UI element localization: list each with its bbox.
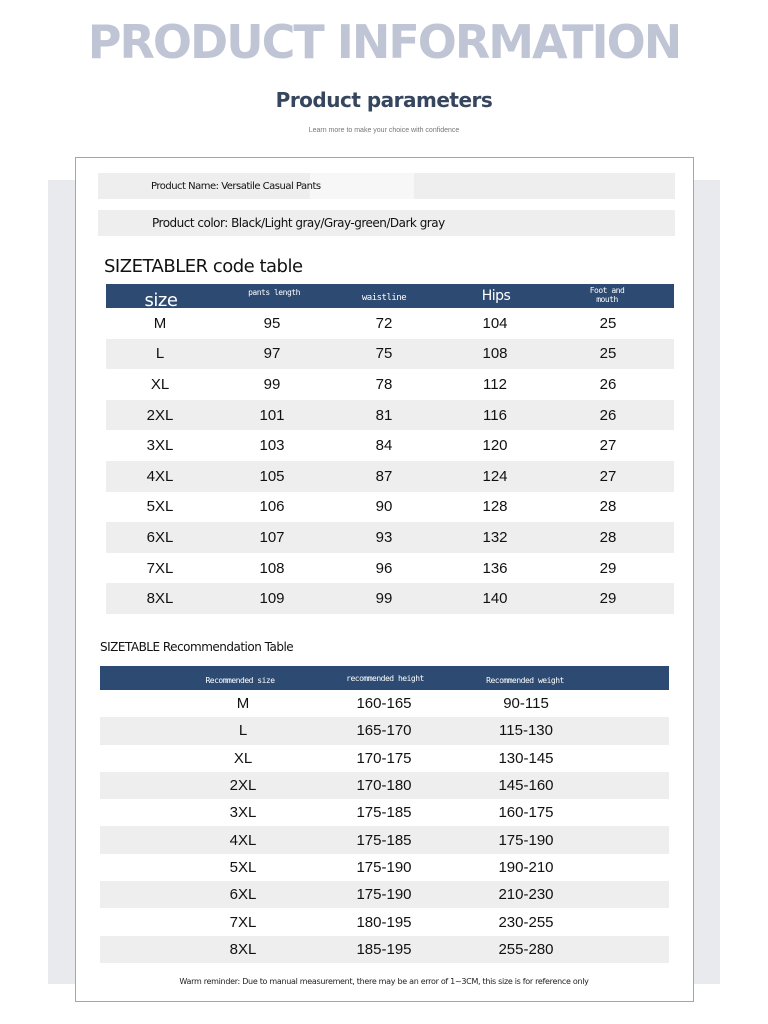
size-table-cell: 105 bbox=[259, 467, 285, 485]
size-table-row bbox=[106, 461, 674, 492]
size-table-cell: 27 bbox=[599, 467, 617, 485]
size-table-header bbox=[106, 284, 674, 311]
size-table-cell: 96 bbox=[375, 559, 393, 577]
size-table-cell: 99 bbox=[375, 590, 393, 608]
recommend-table-row bbox=[100, 690, 669, 717]
size-table-row bbox=[106, 400, 674, 431]
size-table-cell: 124 bbox=[482, 467, 508, 485]
size-table-cell: 28 bbox=[599, 528, 617, 546]
recommend-table bbox=[100, 666, 669, 963]
recommend-table-cell: 145-160 bbox=[498, 777, 554, 795]
recommend-table-title: SIZETABLE Recommendation Table bbox=[100, 640, 294, 654]
recommend-table-cell: 90-115 bbox=[503, 695, 549, 713]
size-table-row bbox=[106, 308, 674, 339]
size-table-cell: 7XL bbox=[146, 559, 174, 577]
size-table-cell: 120 bbox=[482, 437, 508, 455]
recommend-table-cell: 180-195 bbox=[356, 913, 412, 931]
size-table-cell: XL bbox=[150, 375, 170, 393]
size-table-row bbox=[106, 522, 674, 553]
page-title: PRODUCT INFORMATION bbox=[87, 15, 681, 69]
recommend-table-row bbox=[100, 881, 669, 908]
size-table-cell: 116 bbox=[483, 406, 507, 424]
size-table-cell: 81 bbox=[375, 406, 393, 424]
recommend-table-cell: 230-255 bbox=[498, 913, 554, 931]
rec-size-col-header: Recommended size bbox=[205, 675, 275, 685]
size-table-title: SIZETABLER code table bbox=[104, 256, 303, 277]
recommend-table-row bbox=[100, 745, 669, 772]
size-table-cell: 78 bbox=[375, 375, 393, 393]
recommend-table-cell: 165-170 bbox=[356, 722, 412, 740]
bar-notch bbox=[310, 173, 414, 199]
page-note: Learn more to make your choice with confidence bbox=[308, 127, 460, 134]
size-table-cell: 2XL bbox=[146, 406, 174, 424]
recommend-table-cell: 185-195 bbox=[356, 940, 412, 958]
size-table-row bbox=[106, 583, 674, 614]
size-table-cell: 108 bbox=[482, 345, 508, 363]
size-table-cell: 25 bbox=[599, 345, 617, 363]
size-table-cell: 29 bbox=[599, 559, 617, 577]
size-table-cell: 97 bbox=[263, 345, 281, 363]
size-table-cell: 128 bbox=[482, 498, 508, 516]
size-table-cell: 107 bbox=[259, 528, 285, 546]
size-table-cell: 29 bbox=[599, 590, 617, 608]
recommend-table-cell: XL bbox=[233, 749, 253, 767]
size-table-cell: 109 bbox=[259, 590, 285, 608]
product-color-bar bbox=[98, 210, 675, 236]
size-table-cell: 72 bbox=[375, 314, 393, 332]
recommend-table-row bbox=[100, 717, 669, 744]
rec-weight-col-header: Recommended weight bbox=[486, 675, 564, 685]
size-table-cell: 95 bbox=[263, 314, 281, 332]
size-table-cell: 26 bbox=[599, 375, 617, 393]
hips-col-header: Hips bbox=[481, 287, 511, 304]
recommend-table-cell: 255-280 bbox=[498, 940, 554, 958]
size-table-row bbox=[106, 492, 674, 523]
size-table-cell: 25 bbox=[599, 314, 617, 332]
size-table-cell: 108 bbox=[259, 559, 285, 577]
recommend-table-cell: 8XL bbox=[229, 940, 257, 958]
size-table-cell: L bbox=[155, 345, 165, 363]
size-table-cell: 104 bbox=[482, 314, 508, 332]
recommend-table-cell: 210-230 bbox=[498, 886, 554, 904]
waist-col-header: waistline bbox=[361, 292, 407, 303]
warm-reminder: Warm reminder: Due to manual measurement, there may be an error of 1~3CM, this size is for reference only bbox=[179, 977, 589, 986]
recommend-table-row bbox=[100, 772, 669, 799]
product-name-bar bbox=[98, 173, 675, 199]
recommend-table-row bbox=[100, 826, 669, 853]
size-table-cell: 3XL bbox=[146, 437, 174, 455]
size-table-row bbox=[106, 339, 674, 370]
size-table-cell: 84 bbox=[375, 437, 393, 455]
size-table-cell: 112 bbox=[483, 375, 507, 393]
size-table-row bbox=[106, 553, 674, 584]
size-col-header: size bbox=[144, 289, 178, 311]
recommend-table-cell: 160-175 bbox=[498, 804, 554, 822]
size-table-row bbox=[106, 369, 674, 400]
size-table-cell: 136 bbox=[482, 559, 508, 577]
recommend-table-row bbox=[100, 854, 669, 881]
recommend-table-cell: 175-185 bbox=[356, 831, 412, 849]
size-table-cell: 75 bbox=[375, 345, 393, 363]
recommend-table-cell: 175-190 bbox=[498, 831, 554, 849]
product-name-text: Product Name: Versatile Casual Pants bbox=[151, 180, 321, 192]
recommend-table-cell: 2XL bbox=[229, 777, 257, 795]
size-table bbox=[106, 284, 674, 614]
rec-height-col-header: recommended height bbox=[346, 673, 424, 683]
recommend-table-cell: 4XL bbox=[229, 831, 257, 849]
foot-col-header: Foot and mouth bbox=[589, 286, 625, 304]
size-table-cell: 8XL bbox=[146, 590, 174, 608]
recommend-table-cell: 130-145 bbox=[498, 749, 554, 767]
page-subtitle: Product parameters bbox=[275, 88, 493, 112]
size-table-cell: 140 bbox=[482, 590, 508, 608]
size-table-cell: 5XL bbox=[146, 498, 174, 516]
recommend-table-cell: 6XL bbox=[229, 886, 257, 904]
size-table-cell: 26 bbox=[599, 406, 617, 424]
size-table-cell: 6XL bbox=[146, 528, 174, 546]
size-table-cell: 99 bbox=[263, 375, 281, 393]
recommend-table-cell: 3XL bbox=[229, 804, 257, 822]
size-table-cell: 27 bbox=[599, 437, 617, 455]
recommend-table-cell: 170-180 bbox=[356, 777, 412, 795]
size-table-row bbox=[106, 430, 674, 461]
size-table-cell: 101 bbox=[259, 406, 285, 424]
recommend-table-row bbox=[100, 936, 669, 963]
size-table-cell: 132 bbox=[482, 528, 508, 546]
product-color-text: Product color: Black/Light gray/Gray-green/Dark gray bbox=[152, 216, 445, 230]
size-table-cell: 4XL bbox=[146, 467, 174, 485]
recommend-table-cell: 190-210 bbox=[498, 858, 554, 876]
recommend-table-row bbox=[100, 908, 669, 935]
recommend-table-header bbox=[100, 666, 669, 690]
length-col-header: pants length bbox=[248, 288, 300, 297]
recommend-table-cell: L bbox=[238, 722, 248, 740]
recommend-table-cell: M bbox=[236, 695, 250, 713]
recommend-table-cell: 175-185 bbox=[356, 804, 412, 822]
size-table-cell: 106 bbox=[259, 498, 285, 516]
recommend-table-cell: 175-190 bbox=[356, 886, 412, 904]
size-table-cell: M bbox=[153, 314, 167, 332]
recommend-table-cell: 5XL bbox=[229, 858, 257, 876]
recommend-table-cell: 160-165 bbox=[356, 695, 412, 713]
size-table-cell: 28 bbox=[599, 498, 617, 516]
size-table-cell: 90 bbox=[375, 498, 393, 516]
recommend-table-cell: 115-130 bbox=[499, 722, 553, 740]
size-table-cell: 87 bbox=[375, 467, 393, 485]
recommend-table-row bbox=[100, 799, 669, 826]
recommend-table-cell: 175-190 bbox=[356, 858, 412, 876]
size-table-cell: 93 bbox=[375, 528, 393, 546]
recommend-table-cell: 170-175 bbox=[356, 749, 412, 767]
recommend-table-cell: 7XL bbox=[229, 913, 257, 931]
size-table-cell: 103 bbox=[259, 437, 285, 455]
